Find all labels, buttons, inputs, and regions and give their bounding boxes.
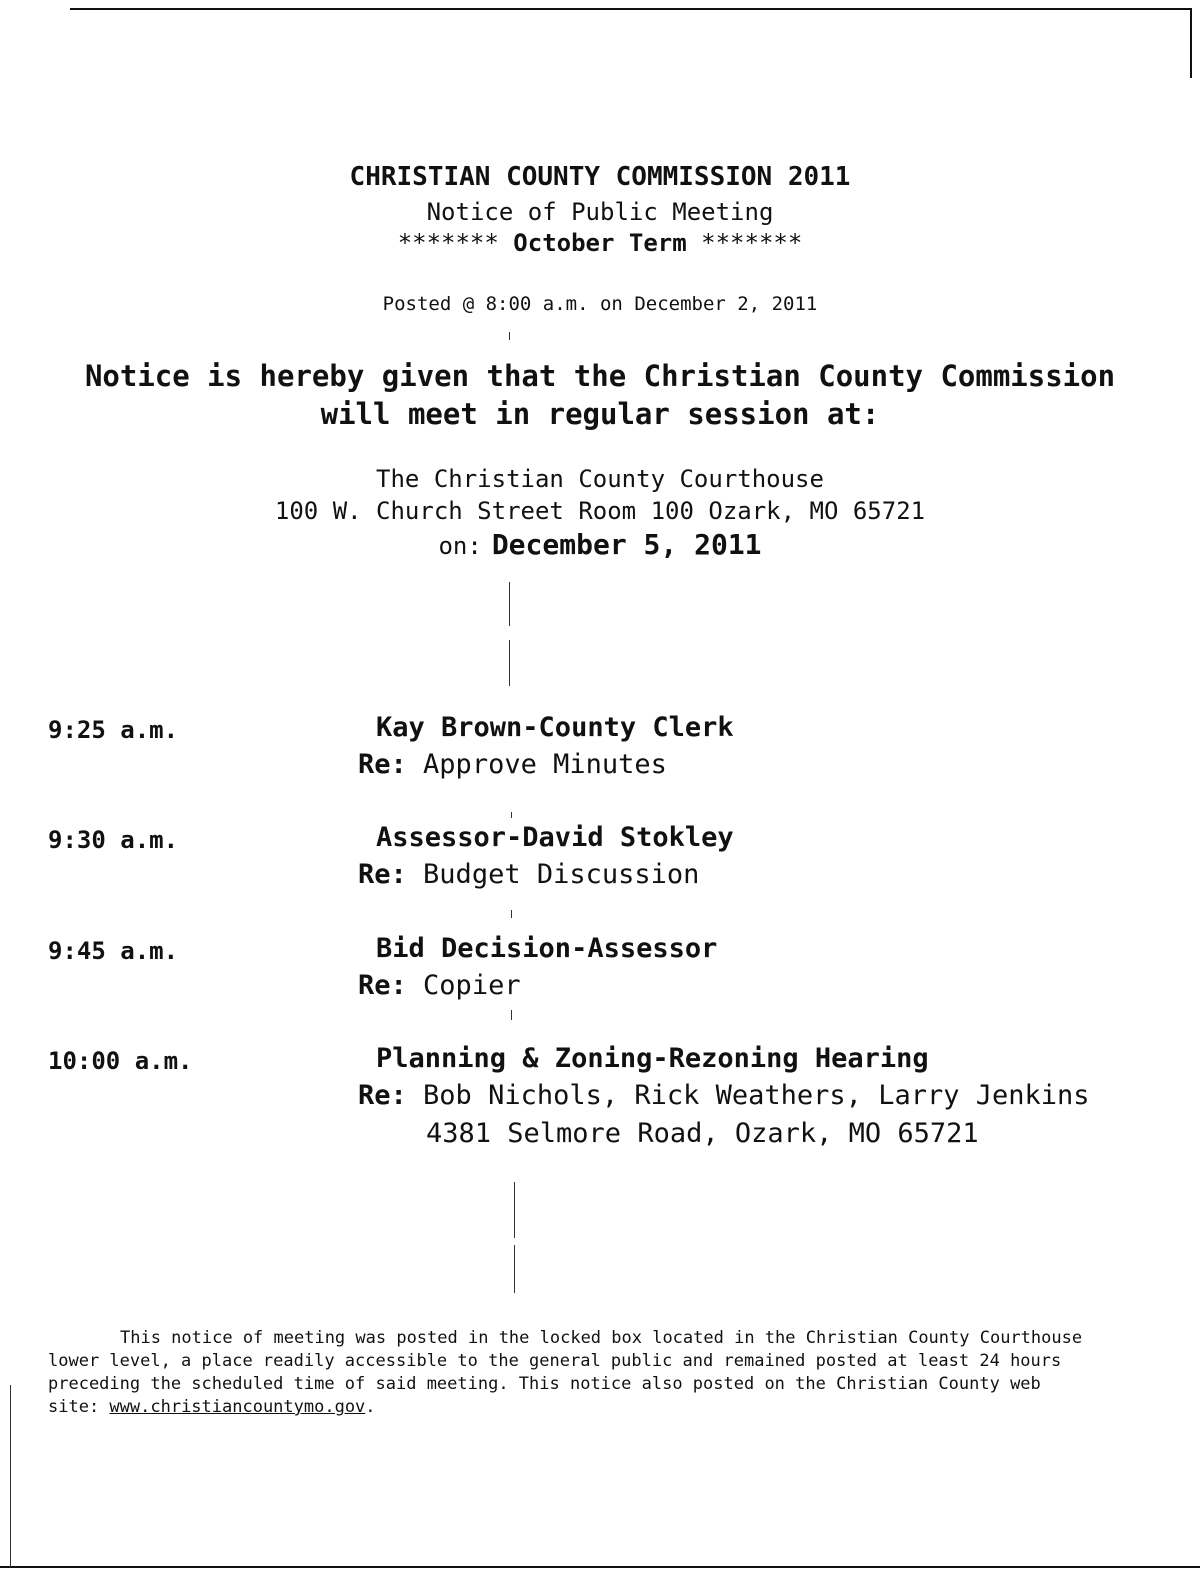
agenda-subject — [358, 1080, 1090, 1111]
term-line — [0, 229, 1200, 257]
agenda-subject — [358, 859, 699, 890]
location-building: The Christian County Courthouse — [376, 465, 824, 493]
scan-mark — [509, 582, 510, 626]
notice-line-2: will meet in regular session at: — [320, 397, 880, 431]
scan-right-rule — [1190, 8, 1192, 78]
scan-mark — [511, 1010, 512, 1020]
document-title: CHRISTIAN COUNTY COMMISSION 2011 — [349, 162, 851, 192]
agenda-time: 9:25 a.m. — [48, 716, 179, 744]
agenda-re-label: Re: — [358, 1080, 407, 1111]
notice-line-1: Notice is hereby given that the Christian County Commission — [84, 359, 1116, 393]
notice-statement — [0, 357, 1200, 433]
agenda-re-text: Budget Discussion — [423, 859, 700, 890]
agenda-re-text: Copier — [423, 970, 521, 1001]
agenda-time: 9:45 a.m. — [48, 937, 179, 965]
agenda-re-label: Re: — [358, 970, 407, 1001]
agenda-time: 9:30 a.m. — [48, 826, 179, 854]
footer-line-2: lower level, a place readily accessible to the general public and remained posted at least 24 hours — [48, 1351, 1062, 1371]
document-subtitle: Notice of Public Meeting — [426, 198, 774, 226]
agenda-re-text: Approve Minutes — [423, 749, 667, 780]
meeting-date-label: on: — [438, 532, 482, 560]
agenda-re-label: Re: — [358, 749, 407, 780]
scan-mark — [10, 1385, 11, 1567]
agenda-subject — [358, 970, 521, 1001]
website-link[interactable]: www.christiancountymo.gov — [109, 1397, 366, 1417]
term-stars-right: ******* — [701, 229, 803, 257]
agenda-re-text: Bob Nichols, Rick Weathers, Larry Jenkins — [423, 1080, 1090, 1111]
scan-mark — [511, 910, 512, 918]
agenda-presenter: Kay Brown-County Clerk — [376, 712, 734, 743]
agenda-presenter: Planning & Zoning-Rezoning Hearing — [376, 1043, 929, 1074]
location-address: 100 W. Church Street Room 100 Ozark, MO 65721 — [274, 497, 926, 525]
agenda-presenter: Assessor-David Stokley — [376, 822, 734, 853]
scan-mark — [514, 1182, 515, 1238]
scan-mark — [509, 332, 510, 340]
footer-line-3: preceding the scheduled time of said meeting. This notice also posted on the Christian County web — [48, 1374, 1041, 1394]
agenda-re-label: Re: — [358, 859, 407, 890]
term-name: October Term — [513, 229, 687, 257]
scan-top-rule — [70, 8, 1192, 10]
agenda-time: 10:00 a.m. — [48, 1047, 193, 1075]
scan-mark — [509, 640, 510, 686]
posted-line: Posted @ 8:00 a.m. on December 2, 2011 — [382, 293, 818, 315]
scan-bottom-rule — [0, 1566, 1200, 1568]
meeting-date-line — [0, 528, 1200, 561]
meeting-date: December 5, 2011 — [491, 528, 762, 561]
agenda-subject — [358, 749, 667, 780]
posting-statement — [48, 1327, 1148, 1419]
agenda-subject-address: 4381 Selmore Road, Ozark, MO 65721 — [426, 1118, 979, 1149]
scan-mark — [514, 1245, 515, 1293]
scan-mark — [511, 812, 512, 818]
agenda-presenter: Bid Decision-Assessor — [376, 933, 718, 964]
term-stars-left: ******* — [397, 229, 499, 257]
footer-line-1: This notice of meeting was posted in the locked box located in the Christian County Courthouse — [120, 1328, 1083, 1348]
footer-line-4: site: www.christiancountymo.gov. — [48, 1397, 376, 1417]
